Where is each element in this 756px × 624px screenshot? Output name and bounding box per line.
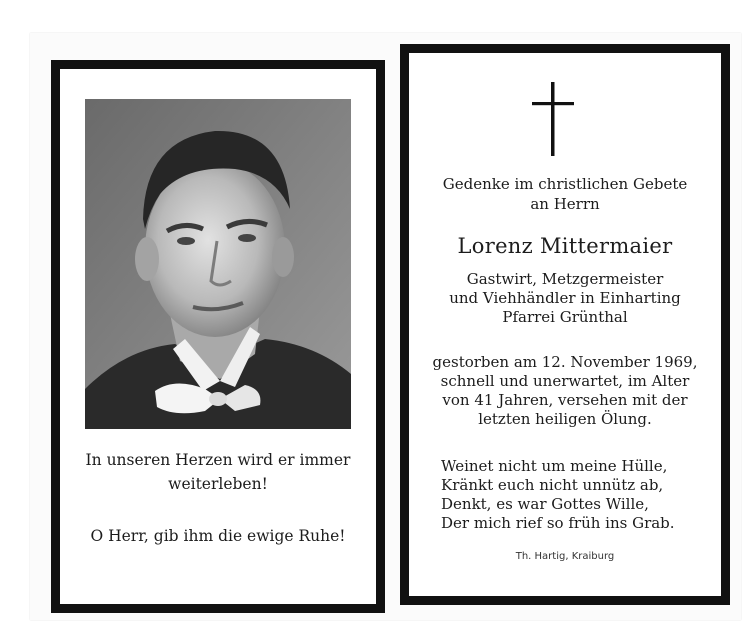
verse-line: O Herr, gib ihm die ewige Ruhe! bbox=[90, 527, 346, 545]
poem-line: Der mich rief so früh ins Grab. bbox=[441, 514, 675, 532]
occupation-line: Pfarrei Grünthal bbox=[502, 308, 628, 326]
poem bbox=[441, 457, 711, 533]
poem-line: Kränkt euch nicht unnütz ab, bbox=[441, 476, 664, 494]
portrait-photo bbox=[85, 99, 351, 429]
intro-line: an Herrn bbox=[530, 195, 600, 213]
death-line: schnell und unerwartet, im Alter bbox=[440, 372, 690, 390]
verse-in-unseren-herzen bbox=[60, 448, 376, 496]
verse-line: weiterleben! bbox=[168, 475, 268, 493]
occupation-line: Gastwirt, Metzgermeister bbox=[466, 270, 664, 288]
man-portrait-icon bbox=[85, 99, 351, 429]
occupation-line: und Viehhändler in Einharting bbox=[449, 289, 681, 307]
death-notice bbox=[410, 353, 720, 429]
verse-ewige-ruhe bbox=[60, 524, 376, 548]
death-line: gestorben am 12. November 1969, bbox=[432, 353, 698, 371]
death-line: letzten heiligen Ölung. bbox=[478, 410, 652, 428]
intro-line: Gedenke im christlichen Gebete bbox=[442, 175, 688, 193]
poem-line: Weinet nicht um meine Hülle, bbox=[441, 457, 668, 475]
death-line: von 41 Jahren, versehen mit der bbox=[442, 391, 688, 409]
poem-line: Denkt, es war Gottes Wille, bbox=[441, 495, 649, 513]
printer-credit: Th. Hartig, Kraiburg bbox=[515, 551, 615, 562]
verse-line: In unseren Herzen wird er immer bbox=[85, 451, 351, 469]
latin-cross-icon bbox=[532, 82, 574, 156]
deceased-name: Lorenz Mittermaier bbox=[457, 234, 673, 258]
occupation-text bbox=[410, 270, 720, 327]
intro-text bbox=[410, 174, 720, 214]
